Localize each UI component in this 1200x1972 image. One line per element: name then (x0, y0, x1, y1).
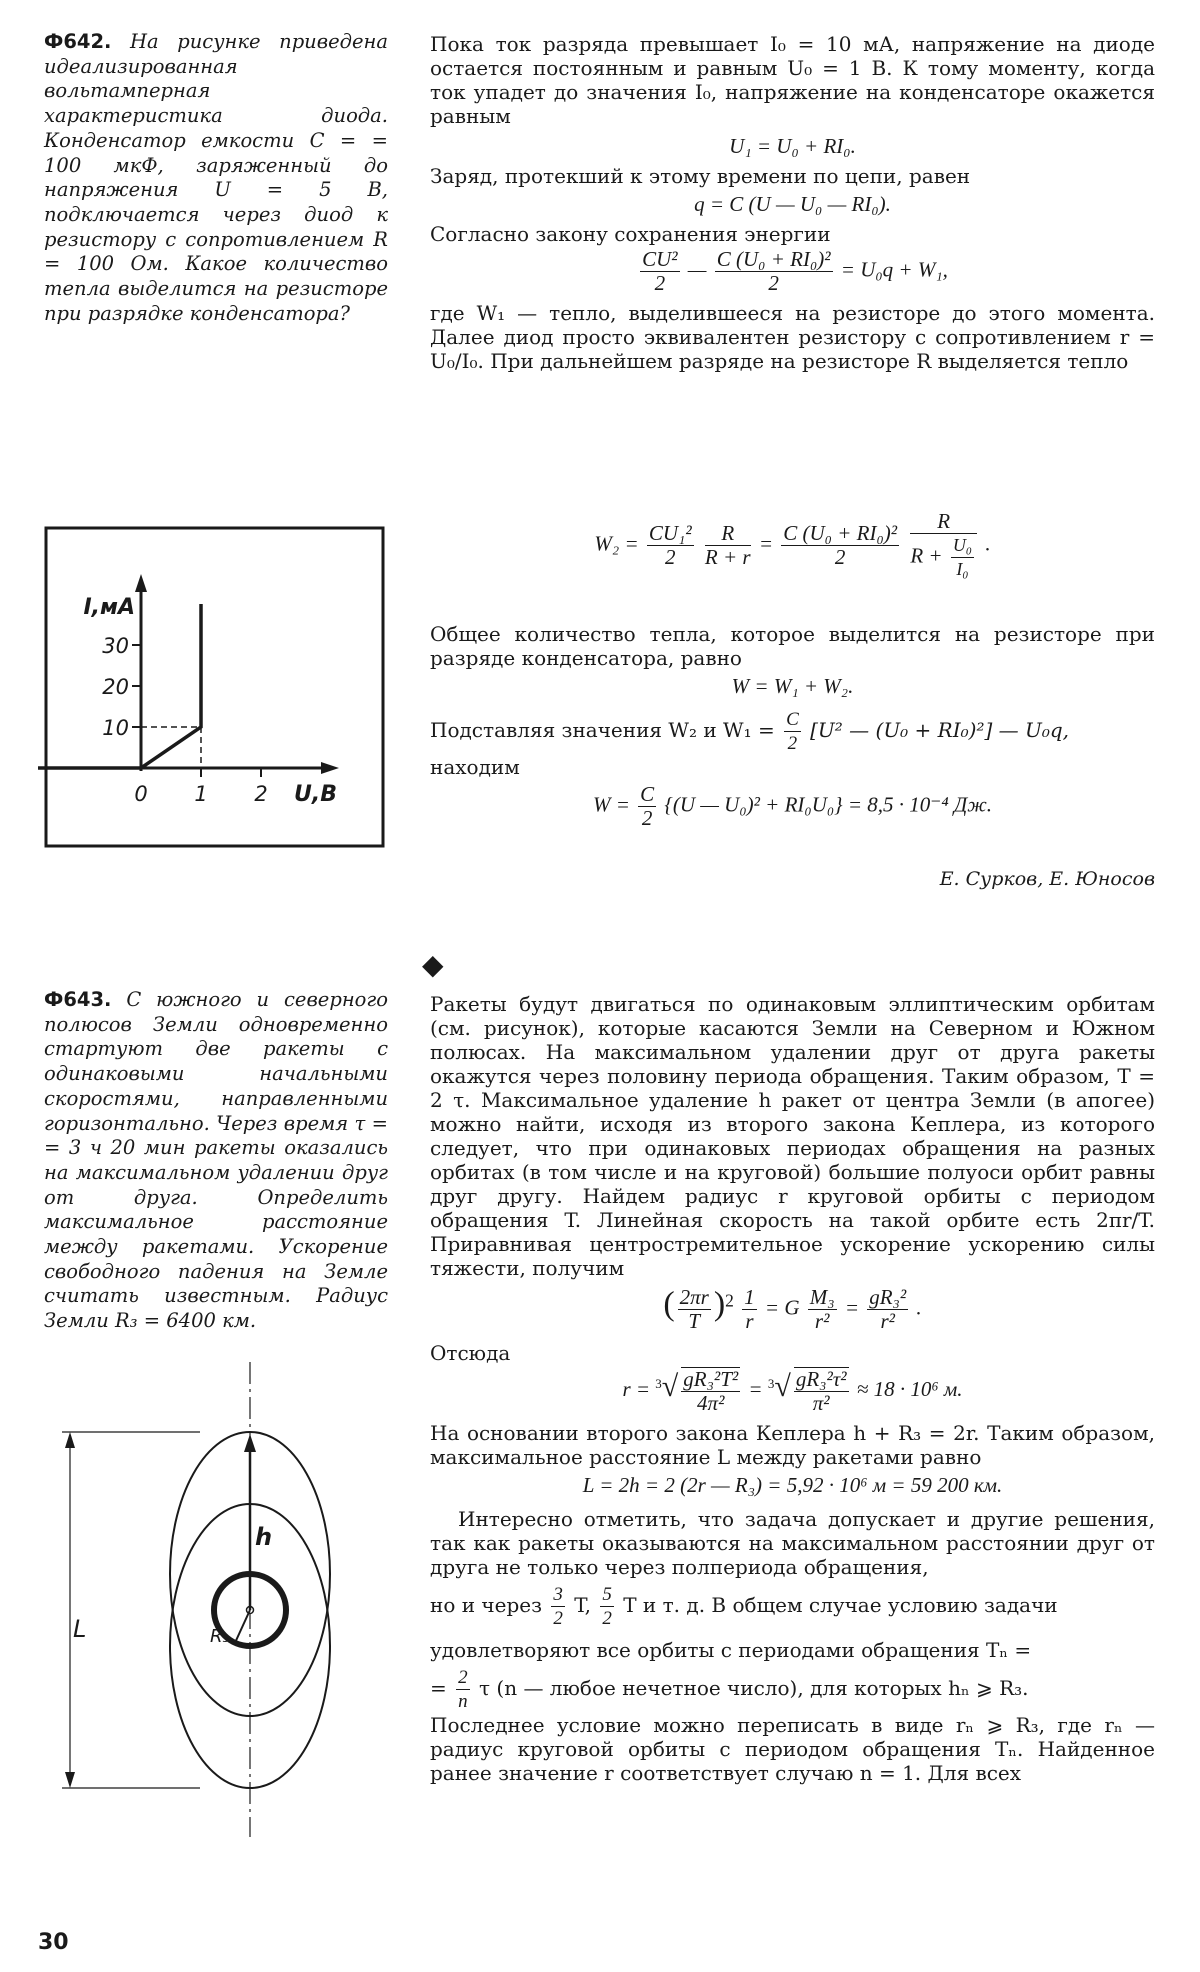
punctuation: . (985, 531, 991, 556)
equation-u1: U₁ = U₀ + RI₀. (729, 134, 856, 158)
fraction-denominator: 2 (768, 271, 779, 295)
fraction-denominator: r² (880, 1309, 895, 1333)
equation-energy-conservation (430, 248, 1155, 295)
operator: = G (764, 1295, 800, 1320)
fraction-denominator: 2 (665, 545, 676, 569)
equation-centripetal: ( $\frac{2\pi r}{T}$ )$^2$ $\frac{1}{r}$ = G $\frac{\text{M₃}}{\text{r²}}$ = $\frac{\text{gR₃²}}{\text{r²}}$ . (663, 1285, 922, 1333)
fraction-denominator: R + r (704, 545, 751, 569)
x-axis-arrow-icon (321, 762, 339, 774)
y-tick-label: 30 (102, 634, 129, 658)
fraction-denominator: R + (910, 543, 943, 568)
fraction-denominator: 2 (654, 271, 666, 295)
fraction-numerator: C (786, 709, 799, 730)
punctuation: . (916, 1295, 922, 1320)
page-number: 30 (38, 1930, 69, 1955)
fraction-numerator: R (910, 510, 977, 534)
arrowhead-icon (244, 1434, 256, 1452)
arrowhead-icon (65, 1432, 75, 1448)
radical-icon: √ (661, 1369, 679, 1403)
solution-642 (430, 32, 1155, 373)
label-l: L (73, 1615, 87, 1643)
solution-643 (430, 992, 1155, 1785)
fraction-numerator: C (640, 782, 655, 806)
solution-642-paragraph: где W₁ — тепло, выделившееся на резисторе до этого момента. Далее диод просто эквивалентен резистору с сопротивлением r = U₀/I₀. При дальнейшем разряде на резисторе R выделяется тепло (430, 301, 1155, 373)
fraction-denominator: 2 (834, 545, 846, 569)
solution-642-paragraph: Общее количество тепла, которое выделится на резисторе при разряде конденсатора, равно (430, 622, 1155, 670)
solution-643-paragraph: Ракеты будут двигаться по одинаковым эллиптическим орбитам (см. рисунок), которые касаются Земли на Северном и Южном полюсах. На максимальном удалении друг от друга ракеты окажутся через половину периода обращения. Таким образом, T = 2 τ. Максимальное удаление h ракет от центра Земли (в апогее) можно найти, исходя из второго закона Кеплера, из которого следует, что при одинаковых периодах обращения на разных орбитах (в том числе и на круговой) большие полуоси орбит равны друг другу. Найдем радиус r круговой орбиты с периодом обращения T. Линейная скорость на такой орбите есть 2πr/T. Приравнивая центростремительное ускорение ускорению силы тяжести, получим (430, 992, 1155, 1280)
solution-642-paragraph: Согласно закону сохранения энергии (430, 222, 831, 246)
x-tick-label: 2 (254, 782, 268, 806)
fraction-denominator: 2 (553, 1608, 563, 1629)
operator: = (758, 531, 773, 556)
equation-orbit-radius (430, 1367, 1155, 1415)
root-index: 3 (767, 1375, 775, 1391)
solution-642-paragraph: Заряд, протекший к этому времени по цепи, равен (430, 164, 971, 188)
y-tick-label: 10 (102, 716, 129, 740)
equation-lhs: W = (592, 792, 630, 817)
label-h: h (255, 1523, 273, 1551)
equation-lhs: r = (622, 1376, 651, 1401)
problem-643-statement (44, 988, 388, 1334)
solution-642-paragraph: находим (430, 755, 520, 779)
fraction-numerator: 3 (553, 1584, 563, 1605)
exponent: 2 (725, 1290, 734, 1311)
equation-total-heat: W = W₁ + W₂. (731, 674, 854, 698)
y-tick-label: 20 (102, 675, 129, 699)
diamond-icon: ◆ (422, 948, 444, 981)
radius-line (234, 1610, 250, 1645)
solution-643-paragraph: удовлетворяют все орбиты с периодами обращения Tₙ = (430, 1638, 1032, 1662)
iv-chart (38, 525, 398, 850)
problem-643-label: Ф643. (44, 988, 112, 1011)
fraction-denominator: 2 (641, 806, 653, 830)
solution-642-paragraph: Пока ток разряда превышает I₀ = 10 мА, напряжение на диоде остается постоянным и равным U₀ = 1 В. К тому моменту, когда ток упадет до значения I₀, напряжение на конденсаторе окажется равным (430, 32, 1155, 128)
equation-w2 (430, 510, 1155, 581)
fraction-denominator: 2 (787, 733, 798, 754)
text-run: но и через (430, 1593, 543, 1617)
operator: = (844, 1295, 859, 1320)
equation-rhs: {(U — U₀)² + RI₀U₀} = 8,5 · 10⁻⁴ Дж. (664, 792, 993, 817)
fraction-denominator: r (745, 1309, 754, 1333)
fraction-numerator: R (705, 522, 751, 546)
solution-643-paragraph: Отсюда (430, 1341, 511, 1365)
operator: — (687, 257, 707, 282)
fraction-numerator: CU₁² (648, 521, 692, 545)
equation-charge: q = C (U — U₀ — RI₀). (694, 192, 891, 216)
text-run: T, (574, 1593, 592, 1617)
solution-643-paragraph (430, 1583, 1155, 1630)
text-run: τ (n — любое нечетное число), для которых hₙ ⩾ R₃. (478, 1676, 1029, 1700)
x-tick-label: 1 (194, 782, 208, 806)
fraction-numerator: 1 (744, 1285, 755, 1309)
x-axis-label: U,В (294, 782, 337, 807)
solution-642-continued (430, 622, 1155, 830)
fraction-numerator: M₃ (809, 1285, 835, 1309)
fraction-numerator: CU² (642, 247, 678, 271)
equation-lhs: W₂ = (594, 531, 639, 556)
fraction-denominator: T (688, 1309, 701, 1333)
solution-643-paragraph: На основании второго закона Кеплера h + R₃ = 2r. Таким образом, максимальное расстояние L между ракетами равно (430, 1421, 1155, 1469)
fraction-numerator: 5 (602, 1584, 612, 1605)
solution-643-paragraph: Последнее условие можно переписать в виде rₙ ⩾ R₃, где rₙ — радиус круговой орбиты с периодом обращения Tₙ. Найденное ранее значение r соответствует случаю n = 1. Для всех (430, 1713, 1155, 1785)
orbit-figure (40, 1362, 370, 1842)
problem-642-label: Ф642. (44, 30, 112, 53)
root-index: 3 (655, 1375, 662, 1391)
solution-642-paragraph (430, 708, 1155, 755)
x-tick-label: 0 (134, 782, 148, 806)
y-axis-arrow-icon (135, 574, 147, 592)
fraction-numerator: gR₃²T² (683, 1367, 739, 1391)
text-run: [U² — (U₀ + RI₀)²] — U₀q, (810, 718, 1070, 742)
fraction-denominator: 4π² (697, 1391, 725, 1415)
fraction-numerator: 2πr (679, 1285, 709, 1309)
equation-rhs: ≈ 18 · 10⁶ м. (856, 1376, 963, 1401)
y-axis-label: I,мА (83, 595, 135, 620)
text-run: Подставляя значения W₂ и W₁ = (430, 718, 775, 742)
problem-643-text: С южного и северного полюсов Земли одновременно стартуют две ракеты с одинаковыми начальными скоростями, направленными горизонтально. Через время τ = = 3 ч 20 мин ракеты оказались на максимальном удалении друг от друга. Определить максимальное расстояние между ракетами. Ускорение свободного падения на Земле считать известным. Радиус Земли R₃ = 6400 км. (44, 988, 388, 1333)
equation-final-heat (430, 783, 1155, 830)
fraction-numerator: C (U₀ + RI₀)² (716, 247, 831, 271)
fraction-denominator: I₀ (956, 559, 969, 579)
fraction-denominator: r² (814, 1309, 830, 1333)
fraction-numerator: U₀ (951, 534, 974, 558)
solution-643-paragraph (430, 1666, 1155, 1713)
fraction-denominator: n (458, 1691, 468, 1712)
label-r3: R₃ (210, 1626, 230, 1647)
equation-max-distance: L = 2h = 2 (2r — R₃) = 5,92 · 10⁶ м = 59 200 км. (582, 1473, 1003, 1497)
fraction-numerator: gR₃² (869, 1285, 907, 1309)
arrowhead-icon (65, 1772, 75, 1788)
radical-icon: √ (774, 1369, 791, 1403)
problem-642-statement (44, 30, 388, 326)
fraction-numerator: 2 (458, 1667, 468, 1688)
fraction-numerator: gR₃²τ² (795, 1367, 847, 1391)
signature: Е. Сурков, Е. Юносов (939, 868, 1155, 890)
solution-643-paragraph: Интересно отметить, что задача допускает и другие решения, так как ракеты оказываются на максимальном расстоянии друг от друга не только через полпериода обращения, (430, 1507, 1155, 1579)
text-run: T и т. д. В общем случае условию задачи (623, 1593, 1058, 1617)
operator: = (748, 1376, 763, 1401)
fraction-numerator: C (U₀ + RI₀)² (783, 521, 898, 545)
problem-642-text: На рисунке приведена идеализированная вольтамперная характеристика диода. Конденсатор емкости C = = 100 мкФ, заряженный до напряжения U = 5 В, подключается через диод к резистору с сопротивлением R = 100 Ом. Какое количество тепла выделится на резисторе при разрядке конденсатора? (44, 30, 388, 325)
equation-rhs: = U₀q + W₁, (840, 257, 948, 282)
text-run: = (430, 1676, 447, 1700)
fraction-denominator: 2 (602, 1608, 612, 1629)
fraction-denominator: π² (812, 1391, 830, 1415)
